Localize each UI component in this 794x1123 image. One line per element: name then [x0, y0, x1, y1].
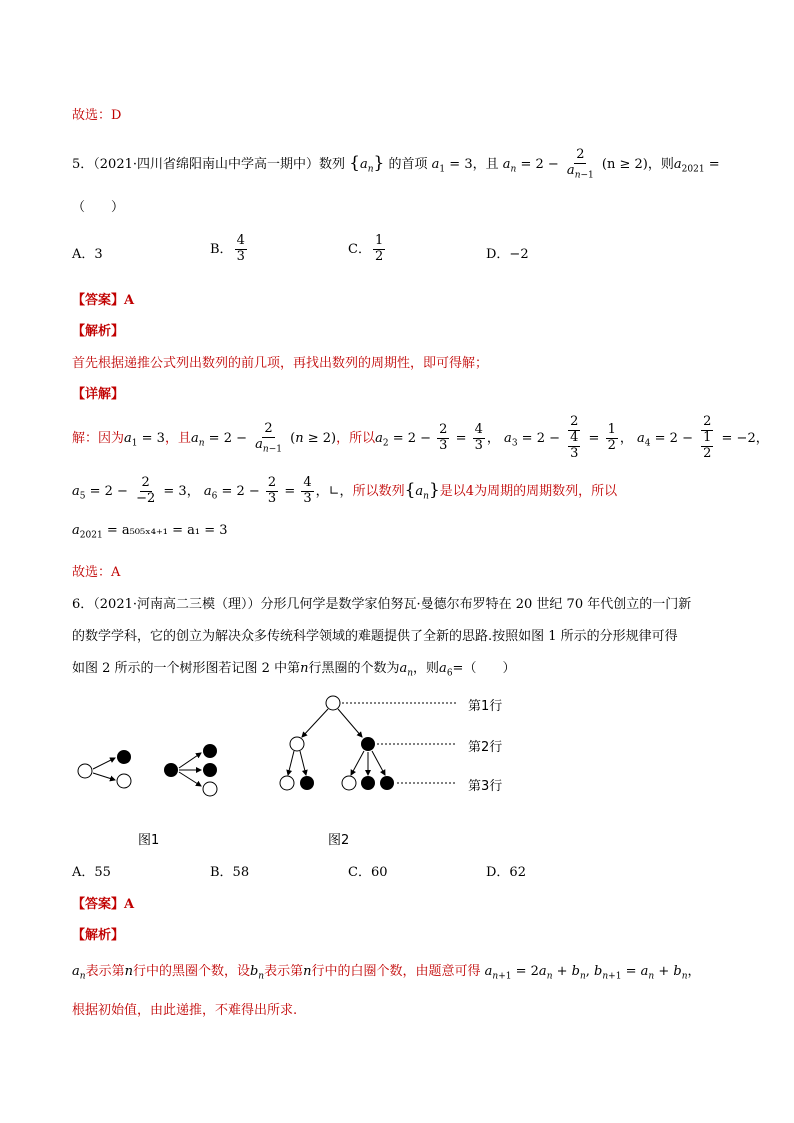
q5-stem: 5．（2021·四川省绵阳南山中学高一期中）数列 $\{a_n\}$ 的首项 $a_1 = 3$，且 $a_n = 2$ − $\frac{2}{a_{n-1}}$ (n ≥ 2)，则$a_{2021}$ =: [72, 147, 720, 181]
q6-stem-line3: 如图 2 所示的一个树形图若记图 2 中第n行黑圈的个数为$a_n$，则$a_6=$（ ）: [72, 661, 516, 679]
q5-option-d: D．−2: [486, 247, 529, 262]
q5-choose-label: 故选：A: [72, 565, 121, 580]
q5-detail-line1: 解：因为$a_1 = 3$，且$a_n = 2$ − $\frac{2}{a_{n-1}}$ (n ≥ 2)，所以$a_2 = 2$ − $\frac{2}{3}$ = $\frac{4}{3}$ ， $a_3 = 2$ − $\frac{2}{\frac{4}{3}}$ = $\frac{1}{2}$ ， $a_4 = 2$ − $\frac{2}{\frac{1}{2}}$ = −2，: [72, 414, 769, 461]
q5-detail-tag: 【详解】: [72, 387, 125, 402]
q6-stem-line2: 的数学学科，它的创立为解决众多传统科学领域的难题提供了全新的思路.按照如图 1 所示的分形规律可得: [72, 629, 678, 644]
q5-rel-fraction: $\frac{2}{a_{n-1}}$: [566, 147, 594, 181]
q5-first-term-text: 的首项: [388, 156, 428, 172]
fig2-row3-label: 第3行: [468, 779, 503, 794]
q6-option-a: A．55: [72, 865, 111, 880]
q5-detail-line2: $a_5 = 2$ − $\frac{2}{-2}$ = 3， $a_6 = 2$ − $\frac{2}{3}$ = $\frac{4}{3}$ ，∟，所以数列$\{a_n\}$是以4为周期的周期数列，所以: [72, 475, 618, 506]
fig1-black-node-rule: [164, 744, 217, 796]
fig2-caption: 图2: [328, 833, 350, 848]
fig1-white-node-rule: [78, 750, 131, 788]
q5-a2021-tail: =: [708, 156, 720, 172]
q5-answer-tag: 【答案】A: [72, 293, 135, 308]
q5-a1-eq: = 3: [449, 156, 473, 172]
q5-option-a: A．3: [72, 247, 103, 262]
q5-final-eq: $a_{2021} = a_{505x4+1} = a_1 = 3$: [72, 523, 228, 541]
q5-then: ，则: [647, 156, 674, 172]
fig2-row1-label: 第1行: [468, 699, 503, 714]
q6-answer-tag: 【答案】A: [72, 897, 135, 912]
q6-option-b: B．58: [210, 865, 250, 880]
q5-option-c: C． $\frac{1}{2}$: [348, 233, 384, 264]
q5-stem-text: 5．（2021·四川省绵阳南山中学高一期中）数列: [72, 156, 345, 172]
q5-and: ，且: [472, 156, 499, 172]
q6-option-c: C．60: [348, 865, 388, 880]
q5-rel-start: = 2 −: [520, 156, 559, 172]
q6-analysis-line1: $a_n$表示第n行中的黑圈个数，设$b_n$表示第n行中的白圈个数，由题意可得 $a_{n+1} = 2a_n + b_n$, $b_{n+1} = a_n + b_n$，: [72, 964, 701, 982]
fig1-caption: 图1: [138, 833, 160, 848]
fig2-tree: [280, 696, 456, 790]
q5-analysis-tag: 【解析】: [72, 324, 125, 339]
q6-analysis-line2: 根据初始值，由此递推，不难得出所求.: [72, 1003, 298, 1018]
q5-paren: （ ）: [72, 200, 125, 215]
q6-stem-line1: 6．（2021·河南高二三模（理））分形几何学是数学家伯努瓦·曼德尔布罗特在 20 世纪 70 年代创立的一门新: [72, 597, 692, 612]
q6-analysis-tag: 【解析】: [72, 928, 125, 943]
fig2-row2-label: 第2行: [468, 740, 503, 755]
prev-choose-label: 故选：D: [72, 108, 122, 123]
q5-option-b: B． $\frac{4}{3}$: [210, 233, 245, 264]
q5-analysis-text: 首先根据递推公式列出数列的前几项，再找出数列的周期性，即可得解；: [72, 356, 489, 371]
q6-figure: [0, 680, 794, 830]
q5-cond: (n ≥ 2): [601, 156, 648, 172]
q6-option-d: D．62: [486, 865, 526, 880]
